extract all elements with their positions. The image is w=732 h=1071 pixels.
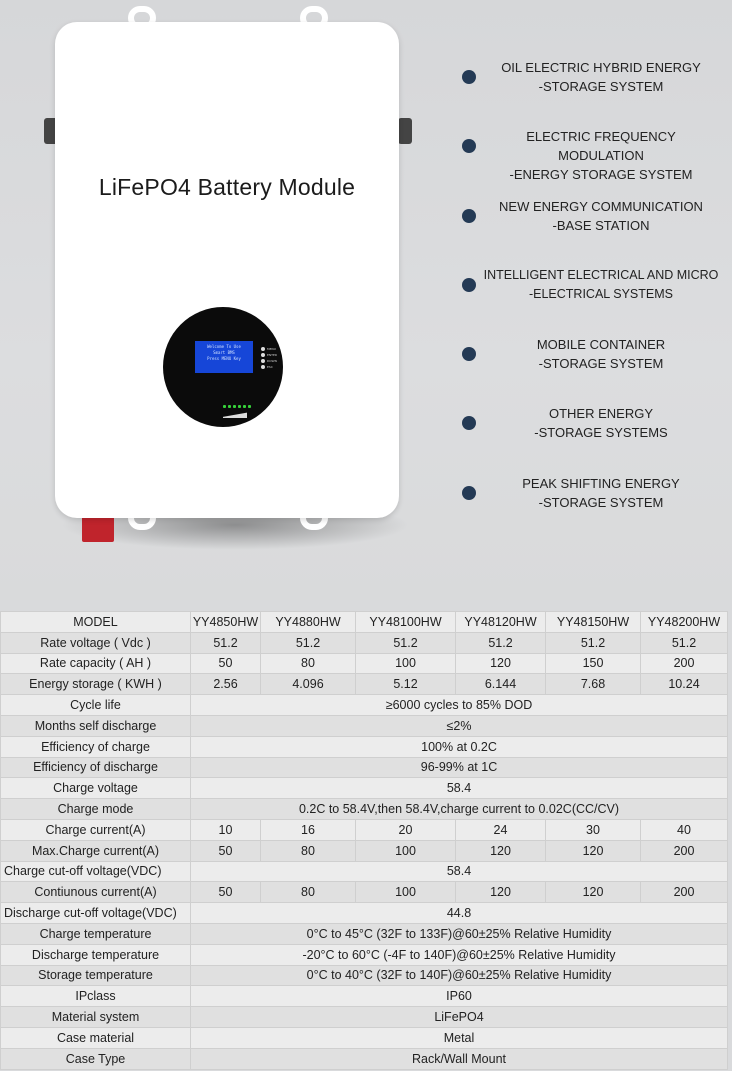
- spec-value-cell: 51.2: [356, 632, 456, 653]
- spec-value-cell: IP60: [191, 986, 728, 1007]
- table-row: [1, 923, 728, 944]
- application-line: ELECTRIC FREQUENCY MODULATION: [526, 129, 676, 164]
- spec-value-cell: 200: [641, 840, 728, 861]
- spec-value-cell: Metal: [191, 1027, 728, 1048]
- spec-label-cell: Charge current(A): [1, 819, 191, 840]
- table-row: [1, 674, 728, 695]
- application-line: -STORAGE SYSTEM: [538, 494, 664, 510]
- table-row: [1, 1027, 728, 1048]
- device-title: LiFePO4 Battery Module: [98, 174, 356, 200]
- spec-value-cell: YY48200HW: [641, 612, 728, 633]
- spec-label-cell: Efficiency of charge: [1, 736, 191, 757]
- panel-button-label: ENTER: [267, 353, 277, 357]
- soc-led: [233, 405, 236, 408]
- spec-label-cell: Charge temperature: [1, 923, 191, 944]
- spec-label-cell: Material system: [1, 1007, 191, 1028]
- spec-value-cell: 5.12: [356, 674, 456, 695]
- soc-led: [243, 405, 246, 408]
- spec-value-cell: 120: [456, 840, 546, 861]
- list-item: [458, 262, 728, 331]
- application-line: NEW ENERGY COMMUNICATION: [499, 198, 703, 214]
- list-item: [458, 54, 728, 123]
- bullet-icon: [462, 278, 476, 292]
- spec-value-cell: 100: [356, 840, 456, 861]
- application-line: -ELECTRICAL SYSTEMS: [528, 286, 673, 301]
- spec-value-cell: 30: [546, 819, 641, 840]
- spec-label-cell: Storage temperature: [1, 965, 191, 986]
- spec-value-cell: 100% at 0.2C: [191, 736, 728, 757]
- list-item: [458, 193, 728, 262]
- panel-button-dot: [261, 347, 265, 351]
- spec-value-cell: 80: [261, 653, 356, 674]
- table-row: [1, 612, 728, 633]
- table-row: [1, 840, 728, 861]
- right-handle: [398, 118, 412, 144]
- application-line: MOBILE CONTAINER: [536, 337, 666, 353]
- spec-value-cell: YY48120HW: [456, 612, 546, 633]
- application-line: -STORAGE SYSTEMS: [534, 425, 668, 441]
- lcd-line: Smart BMS: [213, 350, 235, 355]
- table-row: [1, 882, 728, 903]
- spec-label-cell: Months self discharge: [1, 715, 191, 736]
- list-item: [458, 400, 728, 469]
- list-item: [458, 331, 728, 400]
- spec-value-cell: YY4880HW: [261, 612, 356, 633]
- application-line: PEAK SHIFTING ENERGY: [522, 475, 680, 491]
- table-row: [1, 799, 728, 820]
- spec-label-cell: Rate voltage ( Vdc ): [1, 632, 191, 653]
- spec-label-cell: Contiunous current(A): [1, 882, 191, 903]
- spec-value-cell: Rack/Wall Mount: [191, 1048, 728, 1069]
- red-terminal: [82, 514, 114, 542]
- bullet-icon: [462, 416, 476, 430]
- spec-value-cell: 120: [546, 840, 641, 861]
- spec-value-cell: 100: [356, 653, 456, 674]
- bullet-icon: [462, 139, 476, 153]
- spec-value-cell: 16: [261, 819, 356, 840]
- spec-label-cell: MODEL: [1, 612, 191, 633]
- application-label: [482, 335, 720, 373]
- lcd-line: Welcome To Use: [207, 344, 241, 349]
- table-row: [1, 632, 728, 653]
- application-line: INTELLIGENT ELECTRICAL AND MICRO: [483, 267, 719, 282]
- application-list: [458, 54, 728, 539]
- spec-label-cell: IPclass: [1, 986, 191, 1007]
- spec-value-cell: 24: [456, 819, 546, 840]
- bullet-icon: [462, 347, 476, 361]
- spec-label-cell: Cycle life: [1, 695, 191, 716]
- application-label: [482, 127, 720, 184]
- spec-value-cell: 6.144: [456, 674, 546, 695]
- spec-label-cell: Discharge temperature: [1, 944, 191, 965]
- spec-label-cell: Charge mode: [1, 799, 191, 820]
- control-panel: [163, 307, 283, 427]
- table-row: [1, 819, 728, 840]
- table-row: [1, 757, 728, 778]
- table-row: [1, 715, 728, 736]
- battery-module-image: [55, 22, 399, 518]
- application-label: [482, 474, 720, 512]
- table-row: [1, 1007, 728, 1028]
- lcd-line: Press MENU Key: [207, 356, 241, 361]
- soc-led: [248, 405, 251, 408]
- table-row: [1, 1048, 728, 1069]
- table-row: [1, 778, 728, 799]
- spec-label-cell: Energy storage ( KWH ): [1, 674, 191, 695]
- spec-value-cell: 50: [191, 653, 261, 674]
- panel-button-dot: [261, 365, 265, 369]
- spec-value-cell: 51.2: [191, 632, 261, 653]
- spec-value-cell: YY48100HW: [356, 612, 456, 633]
- table-row: [1, 944, 728, 965]
- application-line: -BASE STATION: [552, 217, 650, 233]
- table-row: [1, 986, 728, 1007]
- spec-value-cell: 80: [261, 840, 356, 861]
- spec-value-cell: 58.4: [191, 778, 728, 799]
- spec-value-cell: 200: [641, 882, 728, 903]
- application-label: [482, 266, 720, 304]
- panel-button-label: MENU: [267, 347, 276, 351]
- level-ramp: [223, 412, 247, 418]
- spec-value-cell: YY4850HW: [191, 612, 261, 633]
- spec-label-cell: Case material: [1, 1027, 191, 1048]
- spec-value-cell: 120: [456, 882, 546, 903]
- spec-label-cell: Charge cut-off voltage(VDC): [1, 861, 191, 882]
- spec-value-cell: YY48150HW: [546, 612, 641, 633]
- table-row: [1, 653, 728, 674]
- table-row: [1, 903, 728, 924]
- spec-value-cell: 120: [456, 653, 546, 674]
- spec-value-cell: 51.2: [456, 632, 546, 653]
- spec-value-cell: 96-99% at 1C: [191, 757, 728, 778]
- panel-button-dot: [261, 359, 265, 363]
- spec-label-cell: Efficiency of discharge: [1, 757, 191, 778]
- spec-value-cell: 200: [641, 653, 728, 674]
- spec-value-cell: 4.096: [261, 674, 356, 695]
- spec-value-cell: -20°C to 60°C (-4F to 140F)@60±25% Relative Humidity: [191, 944, 728, 965]
- panel-button-dot: [261, 353, 265, 357]
- spec-value-cell: ≤2%: [191, 715, 728, 736]
- spec-value-cell: 51.2: [261, 632, 356, 653]
- spec-value-cell: 58.4: [191, 861, 728, 882]
- application-line: OIL ELECTRIC HYBRID ENERGY: [501, 60, 701, 75]
- bullet-icon: [462, 70, 476, 84]
- table-row: [1, 965, 728, 986]
- spec-value-cell: 7.68: [546, 674, 641, 695]
- spec-value-cell: 0.2C to 58.4V,then 58.4V,charge current to 0.02C(CC/CV): [191, 799, 728, 820]
- soc-led: [223, 405, 226, 408]
- spec-value-cell: 0°C to 40°C (32F to 140F)@60±25% Relative Humidity: [191, 965, 728, 986]
- list-item: [458, 470, 728, 539]
- table-row: [1, 695, 728, 716]
- panel-button-label: DOWN: [267, 359, 277, 363]
- spec-value-cell: 100: [356, 882, 456, 903]
- spec-value-cell: 80: [261, 882, 356, 903]
- soc-led: [228, 405, 231, 408]
- application-label: [482, 197, 720, 235]
- bullet-icon: [462, 209, 476, 223]
- application-line: OTHER ENERGY: [548, 406, 653, 422]
- spec-label-cell: Rate capacity ( AH ): [1, 653, 191, 674]
- spec-value-cell: 51.2: [546, 632, 641, 653]
- spec-value-cell: 50: [191, 882, 261, 903]
- bullet-icon: [462, 486, 476, 500]
- spec-value-cell: 40: [641, 819, 728, 840]
- spec-value-cell: 20: [356, 819, 456, 840]
- soc-led: [238, 405, 241, 408]
- spec-value-cell: 51.2: [641, 632, 728, 653]
- spec-value-cell: LiFePO4: [191, 1007, 728, 1028]
- application-line: -STORAGE SYSTEM: [538, 79, 664, 94]
- spec-value-cell: 150: [546, 653, 641, 674]
- spec-value-cell: 44.8: [191, 903, 728, 924]
- table-row: [1, 861, 728, 882]
- spec-value-cell: 50: [191, 840, 261, 861]
- spec-value-cell: 0°C to 45°C (32F to 133F)@60±25% Relative Humidity: [191, 923, 728, 944]
- application-label: [482, 404, 720, 442]
- spec-label-cell: Discharge cut-off voltage(VDC): [1, 903, 191, 924]
- application-line: -ENERGY STORAGE SYSTEM: [509, 167, 693, 183]
- table-row: [1, 736, 728, 757]
- spec-table: [0, 611, 728, 1070]
- spec-value-cell: 10: [191, 819, 261, 840]
- lcd-screen: [195, 341, 253, 373]
- panel-button-label: ESC: [267, 365, 273, 369]
- spec-value-cell: ≥6000 cycles to 85% DOD: [191, 695, 728, 716]
- application-label: [482, 58, 720, 96]
- spec-value-cell: 10.24: [641, 674, 728, 695]
- application-line: -STORAGE SYSTEM: [538, 356, 664, 372]
- spec-value-cell: 120: [546, 882, 641, 903]
- spec-label-cell: Max.Charge current(A): [1, 840, 191, 861]
- spec-value-cell: 2.56: [191, 674, 261, 695]
- list-item: [458, 123, 728, 192]
- spec-label-cell: Charge voltage: [1, 778, 191, 799]
- spec-label-cell: Case Type: [1, 1048, 191, 1069]
